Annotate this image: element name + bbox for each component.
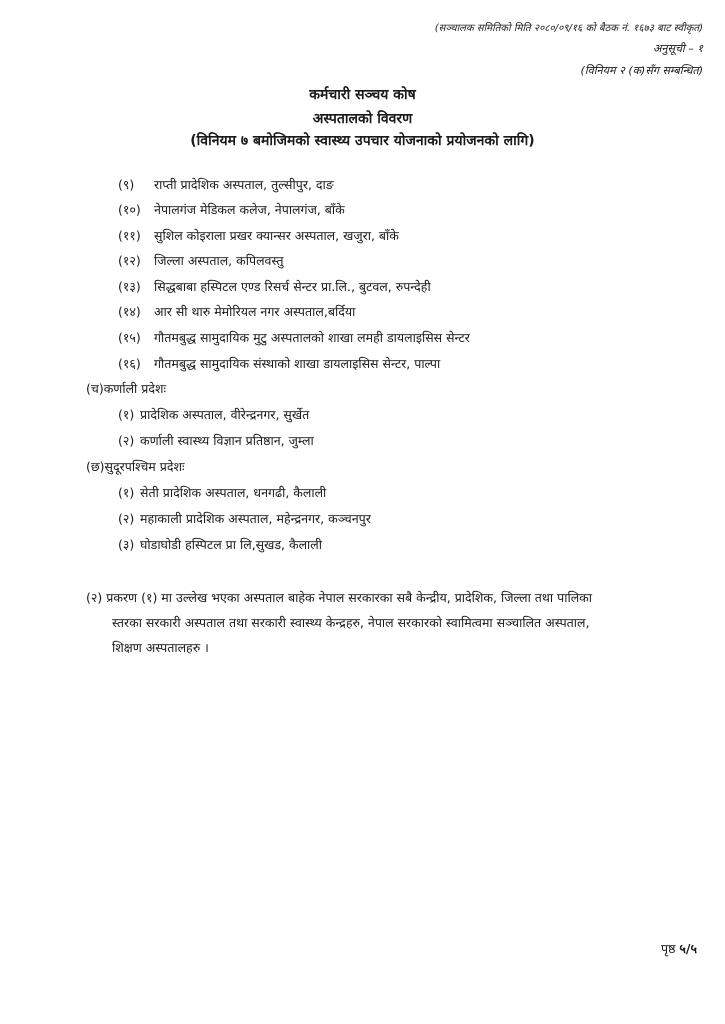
list-item-number: (११) — [118, 228, 141, 243]
list-item-text: जिल्ला अस्पताल, कपिलवस्तु — [154, 253, 284, 268]
list-item-number: (३) — [118, 537, 135, 552]
section-heading-karnali: (च)कर्णाली प्रदेशः — [86, 381, 167, 396]
list-item — [118, 406, 309, 423]
regulation-reference: (विनियम २ (क)सँग सम्बन्धित) — [580, 64, 703, 77]
clause-2-paragraph — [86, 585, 686, 660]
list-item-text: गौतमबुद्ध सामुदायिक मुटु अस्पतालको शाखा लमही डायलाइसिस सेन्टर — [154, 330, 470, 345]
list-item-text: महाकाली प्रादेशिक अस्पताल, महेन्द्रनगर, कञ्चनपुर — [140, 511, 371, 526]
document-titles — [0, 84, 725, 152]
list-item — [118, 329, 470, 346]
list-item — [118, 432, 314, 449]
list-item-number: (१४) — [118, 304, 141, 319]
approval-note: (सञ्चालक समितिको मिति २०८०/०९/१६ को बैठक नं. १६७३ बाट स्वीकृत) — [434, 23, 703, 34]
list-item — [118, 484, 326, 501]
list-item — [118, 201, 345, 218]
list-item-text: सेती प्रादेशिक अस्पताल, धनगढी, कैलाली — [140, 485, 327, 500]
list-item-number: (९) — [118, 177, 135, 192]
section-heading-sudurpaschim: (छ)सुदूरपश्चिम प्रदेशः — [86, 459, 185, 474]
list-item-number: (१०) — [118, 202, 141, 217]
list-item — [118, 227, 399, 244]
title-purpose: (विनियम ७ बमोजिमको स्वास्थ्य उपचार योजनाको प्रयोजनको लागि) — [190, 133, 535, 149]
list-item-number: (१५) — [118, 330, 141, 345]
list-item-text: कर्णाली स्वास्थ्य विज्ञान प्रतिष्ठान, जुम्ला — [140, 433, 314, 448]
list-item-number: (१) — [118, 407, 135, 422]
list-item — [118, 536, 322, 553]
list-item-text: सुशिल कोइराला प्रखर क्यान्सर अस्पताल, खजुरा, बाँके — [154, 228, 399, 243]
page-number-value: ५/५ — [679, 941, 697, 956]
list-item — [118, 510, 371, 527]
list-item-number: (२) — [118, 511, 135, 526]
list-item-text: आर सी थारु मेमोरियल नगर अस्पताल,बर्दिया — [154, 304, 356, 319]
list-item-text: राप्ती प्रादेशिक अस्पताल, तुल्सीपुर, दाङ — [154, 177, 334, 192]
title-hospital-details: अस्पतालको विवरण — [312, 111, 413, 127]
list-item — [118, 252, 283, 269]
list-item-number: (१) — [118, 485, 135, 500]
list-item-number: (२) — [118, 433, 135, 448]
list-item — [118, 176, 334, 193]
list-item-text: प्रादेशिक अस्पताल, वीरेन्द्रनगर, सुर्खेत — [140, 407, 310, 422]
page-number — [661, 940, 697, 957]
schedule-label: अनुसूची – १ — [653, 42, 703, 55]
title-fund: कर्मचारी सञ्चय कोष — [309, 87, 416, 103]
clause-2-line: स्तरका सरकारी अस्पताल तथा सरकारी स्वास्थ्य केन्द्रहरु, नेपाल सरकारको स्वामित्वमा सञ्चालित अस्पताल, — [112, 615, 590, 630]
list-item — [118, 303, 355, 320]
list-item-number: (१६) — [118, 356, 141, 371]
list-item-number: (१३) — [118, 279, 141, 294]
list-item-text: सिद्धबाबा हस्पिटल एण्ड रिसर्च सेन्टर प्रा.लि., बुटवल, रुपन्देही — [154, 279, 431, 294]
list-item-text: गौतमबुद्ध सामुदायिक संस्थाको शाखा डायलाइसिस सेन्टर, पाल्पा — [154, 356, 441, 371]
list-item — [118, 278, 431, 295]
list-item — [118, 355, 440, 372]
list-item-number: (१२) — [118, 253, 141, 268]
clause-2-line: (२) प्रकरण (१) मा उल्लेख भएका अस्पताल बाहेक नेपाल सरकारका सबै केन्द्रीय, प्रादेशिक, जिल्ला तथा पालिका — [86, 590, 593, 605]
list-item-text: नेपालगंज मेडिकल कलेज, नेपालगंज, बाँके — [154, 202, 345, 217]
clause-2-line: शिक्षण अस्पतालहरु । — [112, 640, 209, 655]
list-item-text: घोडाघोडी हस्पिटल प्रा लि,सुखड, कैलाली — [140, 537, 323, 552]
page-label: पृष्ठ — [660, 941, 676, 956]
